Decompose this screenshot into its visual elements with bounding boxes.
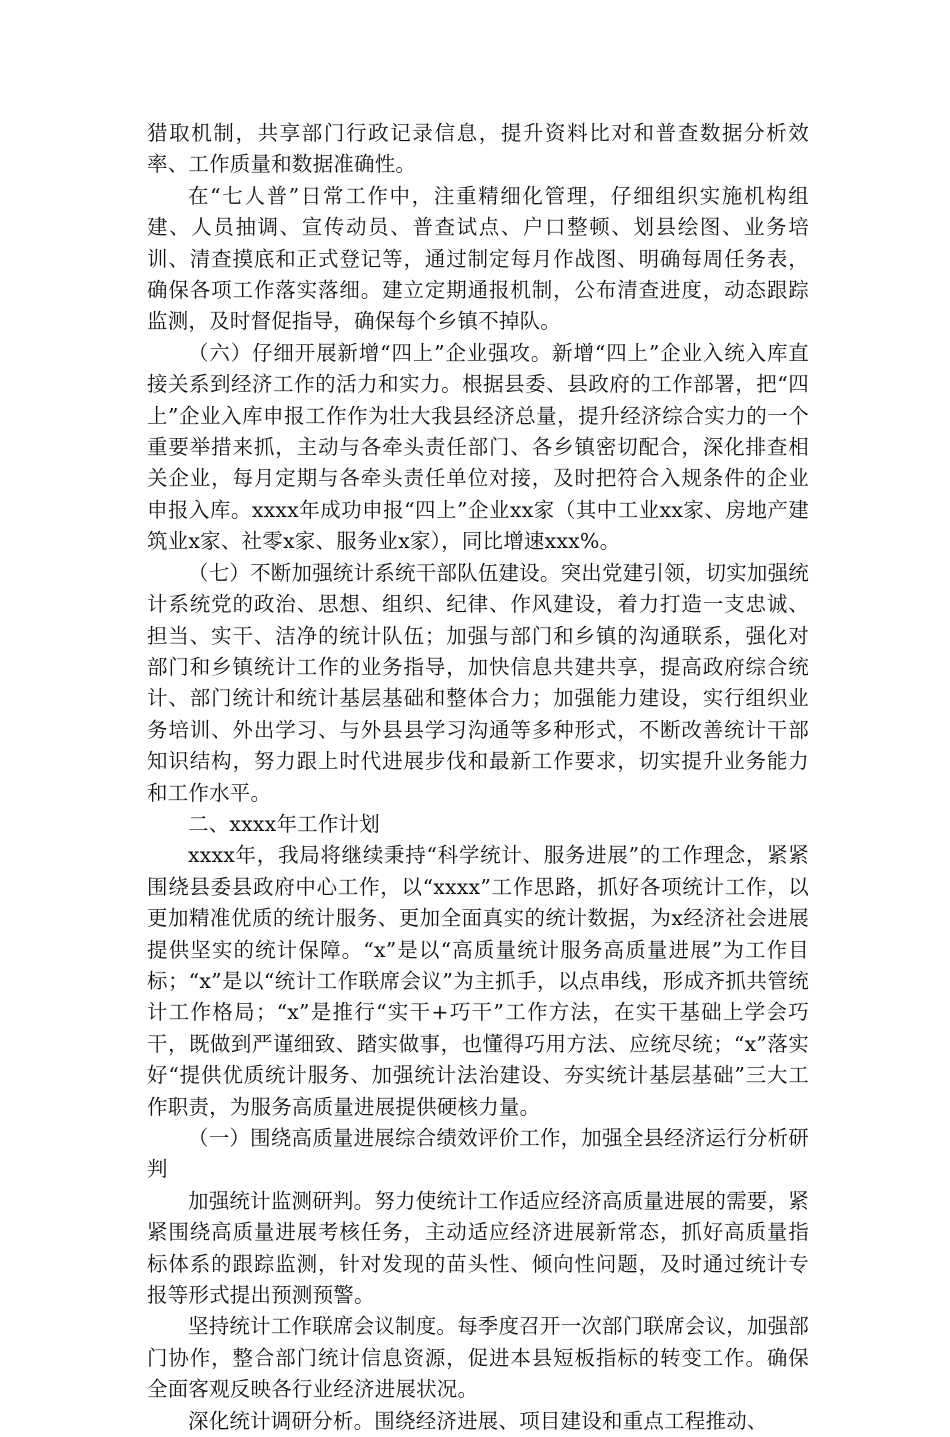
paragraph-6: xxxx年，我局将继续秉持“科学统计、服务进展”的工作理念，紧紧围绕县委县政府中心工作，以“xxxx”工作思路，抓好各项统计工作，以更加精准优质的统计服务、更加全面真实的统计数据，为x经济社会进展提供坚实的统计保障。“x”是以“高质量统计服务高质量进展”为工作目标；“x”是以“统计工作联席会议”为主抓手，以点串线，形成齐抓共管统计工作格局；“x”是推行“实干+巧干”工作方法，在实干基础上学会巧干，既做到严谨细致、踏实做事，也懂得巧用方法、应统尽统；“x”落实好“提供优质统计服务、加强统计法治建设、夯实统计基层基础”三大工作职责，为服务高质量进展提供硬核力量。 (147, 843, 809, 1119)
paragraph-3: （六）仔细开展新增“四上”企业强攻。新增“四上”企业入统入库直接关系到经济工作的活力和实力。根据县委、县政府的工作部署，把“四上”企业入库申报工作作为壮大我县经济总量，提升经济综合实力的一个重要举措来抓，主动与各牵头责任部门、各乡镇密切配合，深化排查相关企业，每月定期与各牵头责任单位对接，及时把符合入规条件的企业申报入库。xxxx年成功申报“四上”企业xx家（其中工业xx家、房地产建筑业x家、社零x家、服务业x家），同比增速xxx%。 (147, 340, 809, 554)
paragraph-9: 坚持统计工作联席会议制度。每季度召开一次部门联席会议，加强部门协作，整合部门统计信息资源，促进本县短板指标的转变工作。确保全面客观反映各行业经济进展状况。 (147, 1314, 809, 1402)
paragraph-8: 加强统计监测研判。努力使统计工作适应经济高质量进展的需要，紧紧围绕高质量进展考核任务，主动适应经济进展新常态，抓好高质量指标体系的跟踪监测，针对发现的苗头性、倾向性问题，及时通过统计专报等形式提出预测预警。 (147, 1188, 809, 1308)
paragraph-2: 在“七人普”日常工作中，注重精细化管理，仔细组织实施机构组建、人员抽调、宣传动员、普查试点、户口整顿、划县绘图、业务培训、清查摸底和正式登记等，通过制定每月作战图、明确每周任务表，确保各项工作落实落细。建立定期通报机制，公布清查进度，动态跟踪监测，及时督促指导，确保每个乡镇不掉队。 (147, 183, 809, 334)
subsection-heading: （一）围绕高质量进展综合绩效评价工作，加强全县经济运行分析研判 (147, 1126, 809, 1182)
paragraph-4: （七）不断加强统计系统干部队伍建设。突出党建引领，切实加强统计系统党的政治、思想、组织、纪律、作风建设，着力打造一支忠诚、担当、实干、洁净的统计队伍；加强与部门和乡镇的沟通联系，强化对部门和乡镇统计工作的业务指导，加快信息共建共享，提高政府综合统计、部门统计和统计基层基础和整体合力；加强能力建设，实行组织业务培训、外出学习、与外县县学习沟通等多种形式，不断改善统计干部知识结构，努力跟上时代进展步伐和最新工作要求，切实提升业务能力和工作水平。 (147, 560, 809, 805)
document-page (147, 118, 809, 1437)
paragraph-1: 猎取机制，共享部门行政记录信息，提升资料比对和普查数据分析效率、工作质量和数据准确性。 (147, 121, 809, 177)
paragraph-10: 深化统计调研分析。围绕经济进展、项目建设和重点工程推动、 (188, 1408, 768, 1433)
section-heading: 二、xxxx年工作计划 (188, 811, 380, 836)
